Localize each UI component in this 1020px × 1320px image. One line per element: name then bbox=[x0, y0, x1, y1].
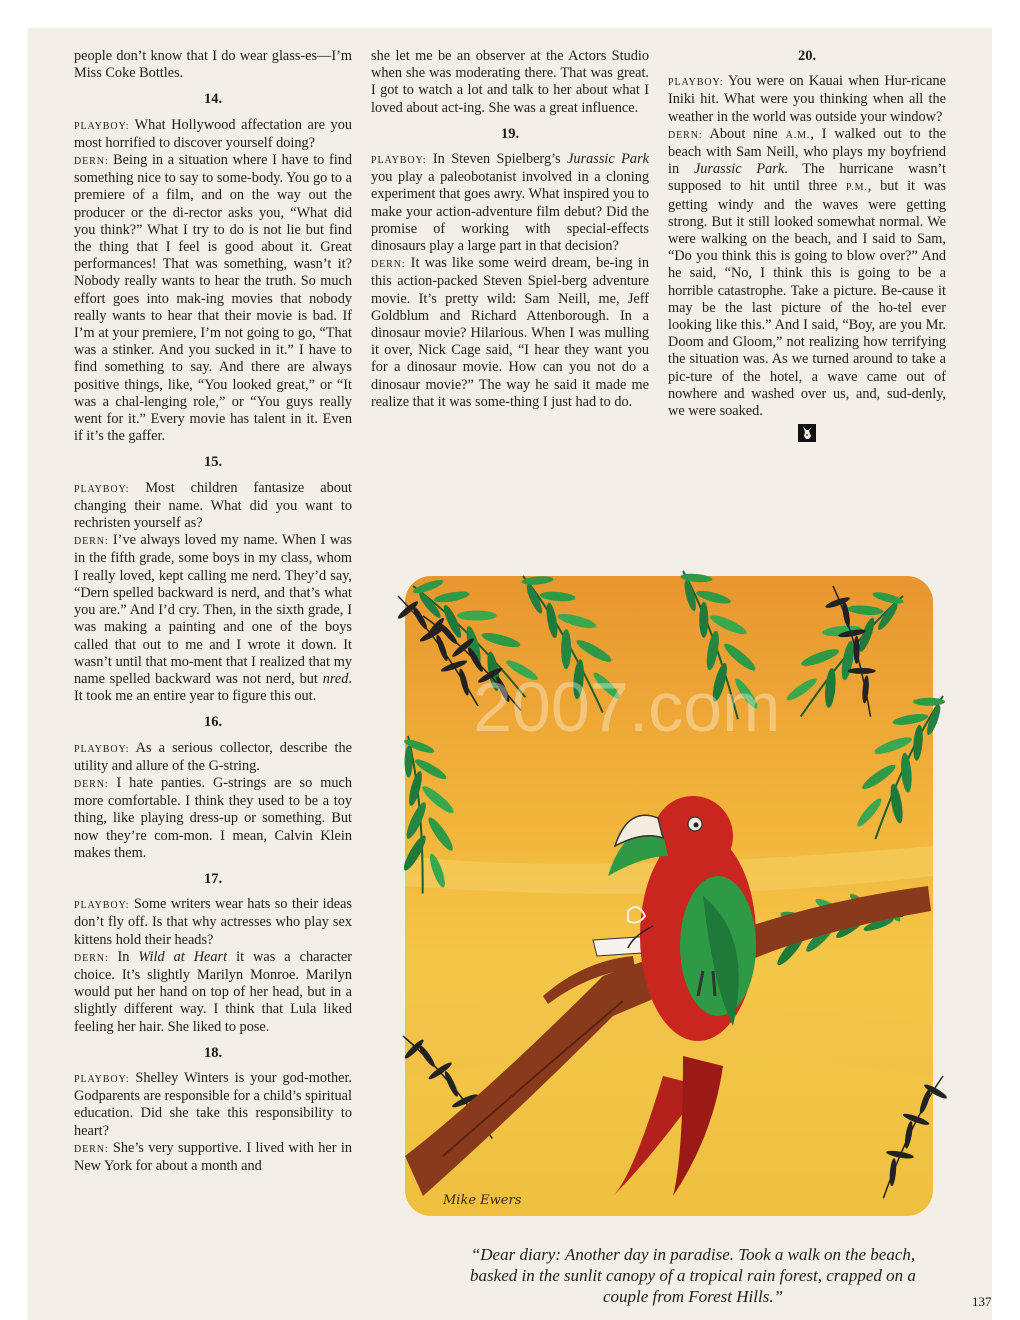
question-16: PLAYBOY: As a serious collector, describe the utility and allure of the G-string. bbox=[74, 739, 352, 774]
answer-17: DERN: In Wild at Heart it was a character choice. It’s slightly Marilyn Monroe. Marilyn would put her hand on top of her head, but in a slightly different way. I think that Lula liked feeling her hair. She liked to pose. bbox=[74, 948, 352, 1035]
question-20: PLAYBOY: You were on Kauai when Hur-ricane Iniki hit. What were you thinking when all the weather in the world was outside your window? bbox=[668, 73, 946, 125]
answer-18: DERN: She’s very supportive. I lived with her in New York for about a month and bbox=[74, 1139, 352, 1174]
speaker-label: PLAYBOY: bbox=[74, 900, 130, 912]
speaker-label: PLAYBOY: bbox=[668, 77, 724, 89]
question-number-19: 19. bbox=[500, 125, 520, 142]
answer-19: DERN: It was like some weird dream, be-ing in this action-packed Steven Spiel-berg adventure movie. It’s pretty wild: Sam Neill, me, Jeff Goldblum and Richard Attenborough. In a dinosaur movie? Hilarious. When I was mulling it over, Nick Cage said, “I hear they want you for a dinosaur movie. How can you not do a dinosaur movie?” The way he said it made me realize that it was some-thing I just had to do. bbox=[371, 255, 649, 410]
question-14: PLAYBOY: What Hollywood affectation are you most horrified to discover yourself doing? bbox=[74, 116, 352, 151]
rabbit-head-icon bbox=[798, 424, 816, 442]
speaker-label: DERN: bbox=[74, 952, 109, 964]
speaker-label: PLAYBOY: bbox=[74, 483, 130, 495]
question-19: PLAYBOY: In Steven Spielberg’s Jurassic Park you play a paleobotanist involved in a cloning experiment that goes awry. What inspired you to make your action-adventure film debut? Did the promise of working with special-effects dinosaurs play a large part in that decision? bbox=[371, 151, 649, 255]
magazine-page bbox=[28, 28, 992, 1320]
answer-16: DERN: I hate panties. G-strings are so much more comfortable. I think they used to be a toy thing, like playing dress-up or something. But now they’re com-mon. I mean, Calvin Klein makes them. bbox=[74, 774, 352, 861]
question-number-17: 17. bbox=[203, 870, 223, 887]
speaker-label: DERN: bbox=[74, 778, 109, 790]
question-15: PLAYBOY: Most children fantasize about changing their name. What did you want to rechristen yourself as? bbox=[74, 479, 352, 532]
artist-signature: Mike Ewers bbox=[443, 1193, 522, 1208]
continued-paragraph: she let me be an observer at the Actors Studio when she was moderating there. That was great. I got to watch a lot and talk to her about what I loved about act-ing. She was a great influence. bbox=[371, 48, 649, 116]
speaker-label: DERN: bbox=[74, 536, 109, 548]
speaker-label: DERN: bbox=[371, 259, 406, 271]
question-number-14: 14. bbox=[203, 91, 223, 108]
question-number-16: 16. bbox=[203, 714, 223, 731]
illustration-caption: “Dear diary: Another day in paradise. Took a walk on the beach, basked in the sunlit canopy of a tropical rain forest, crapped on a couple from Forest Hills.” bbox=[470, 1245, 916, 1306]
column-2 bbox=[371, 48, 649, 411]
question-number-15: 15. bbox=[203, 454, 223, 471]
speaker-label: PLAYBOY: bbox=[74, 1073, 130, 1085]
question-18: PLAYBOY: Shelley Winters is your god-mother. Godparents are responsible for a child’s spiritual education. Did she take this responsibility to heart? bbox=[74, 1069, 352, 1139]
question-number-18: 18. bbox=[203, 1044, 223, 1061]
watermark: 2007.com bbox=[473, 668, 781, 746]
intro-paragraph: people don’t know that I do wear glass-es—I’m Miss Coke Bottles. bbox=[74, 48, 352, 82]
column-3 bbox=[668, 48, 946, 442]
answer-20: DERN: About nine A.M., I walked out to the beach with Sam Neill, who plays my boyfriend in Jurassic Park. The hurricane wasn’t supposed to hit until three P.M., but it was getting windy and the waves were getting strong. But it still looked somewhat normal. We were walking on the beach, and I said to Sam, “Do you think this is going to blow over?” And he said, “No, I think this is going to be a horrible catastrophe. Take a picture. Be-cause it may be the last picture of the ho-tel ever looking like this.” And I said, “Boy, are you Mr. Doom and Gloom,” not realizing how terrifying the situation was. As we turned around to take a pic-ture of the hotel, a wave came out of nowhere and washed over us, and, sud-denly, we were soaked. bbox=[668, 125, 946, 420]
speaker-label: PLAYBOY: bbox=[74, 120, 130, 132]
column-1 bbox=[74, 48, 352, 1175]
parrot-illustration bbox=[383, 556, 953, 1236]
speaker-label: DERN: bbox=[74, 1143, 109, 1155]
question-17: PLAYBOY: Some writers wear hats so their ideas don’t fly off. Is that why actresses who play sex kittens hold their heads? bbox=[74, 896, 352, 948]
question-number-20: 20. bbox=[797, 48, 817, 64]
speaker-label: DERN: bbox=[74, 156, 109, 168]
answer-14: DERN: Being in a situation where I have to find something nice to say to some-body. You go to a premiere of a film, and on the way out the producer or the di-rector asks you, “What did you think?” What I try to do is not lie but find the thing that I feel is good about it. Great performances! That was something, wasn’t it? Nobody really wants to hear the truth. So much effort goes into mak-ing movies that nobody really wants to hear that their movie is bad. If I’m at your premiere, I’m not going to go, “That was a stinker. And you sucked in it.” I have to find something to say. And there are always positive things, like, “You looked great,” or “It was a chal-lenging role,” or “You guys really went for it.” Every movie has talent in it. Even if it’s the gaffer. bbox=[74, 152, 352, 445]
page-number: 137 bbox=[972, 1294, 992, 1309]
speaker-label: PLAYBOY: bbox=[74, 743, 130, 755]
speaker-label: DERN: bbox=[668, 129, 703, 141]
answer-15: DERN: I’ve always loved my name. When I was in the fifth grade, some boys in my class, whom I really loved, kept calling me nerd. They’d say, “Dern spelled backward is nerd, and that’s what you are.” And I’d cry. Then, in the sixth grade, I was making a painting and one of the boys called that out to me and I wrote it down. It wasn’t until that mo-ment that I realized that my name spelled backward was not nerd, but nred. It took me an entire year to figure this out. bbox=[74, 532, 352, 705]
speaker-label: PLAYBOY: bbox=[371, 155, 427, 167]
